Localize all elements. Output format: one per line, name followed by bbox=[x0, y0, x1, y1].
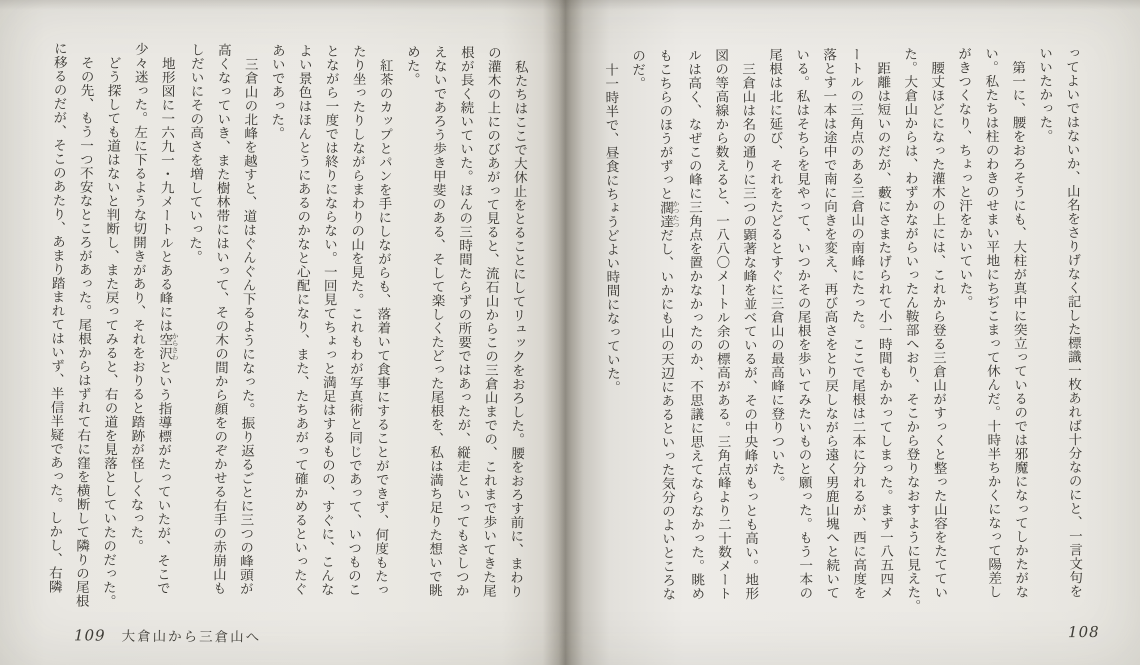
text-column: 紅茶のカップとパンを手にしながらも、落着いて食事にすることができず、何度もたっ bbox=[371, 58, 393, 597]
page-number: 108 bbox=[1068, 622, 1101, 642]
text-column: のだ。 bbox=[629, 48, 646, 91]
page-footer-left bbox=[74, 624, 261, 645]
ruby-reading: かつたつ bbox=[671, 200, 681, 229]
text-column: の灌木の上にのびあがって見ると、流石山からこの三倉山までの、これまで歩いてきた尾 bbox=[479, 45, 502, 598]
text-column bbox=[147, 42, 182, 630]
page-right bbox=[582, 0, 1140, 665]
ruby-reading: からさわ bbox=[170, 331, 180, 361]
text-column: 第一に、腰をおろそうにも、大柱が真中に突立っているのでは邪魔になってしかたがな bbox=[1009, 59, 1029, 599]
text-column: 三倉山の北峰を越すと、道はぐんぐん下るようになった。振り返るごとに三つの峰頭が bbox=[236, 56, 258, 596]
text-column: ってよいではないか、山名をさりげなく記した標識一枚あれば十分なのにと、一言文句を bbox=[1063, 46, 1083, 599]
text-run: もこちらのほうがずっと bbox=[656, 48, 673, 201]
text-column: 図の等高線から数えると、一八八〇メートル余の標高がある。三角点峰より二十数メート bbox=[712, 48, 732, 601]
text-column: 距離は短いのだが、藪にさまたげられて小一時間もかかってしまった。まず一八五四メ bbox=[874, 60, 894, 599]
text-column: その先、もう一つ不安なところがあった。尾根からはずれて右に窪を横断して隣りの尾根 bbox=[72, 55, 94, 608]
text-column: ルは高く、なぜこの峰に三角点を置かなかったのか、不思議に思えてならなかった。眺め bbox=[685, 48, 705, 601]
text-column: よい景色はほんとうにあるのかなと心配になり、また、たちあがって確かめるといったぐ bbox=[290, 43, 313, 596]
text-column: 私たちはここで大休止をとることにしてリュックをおろした。腰をおろす前に、まわり bbox=[506, 59, 528, 598]
text-column: 高くなっていき、また樹林帯にはいって、その木の間から顔をのぞかせる右手の赤崩山も bbox=[209, 42, 232, 596]
text-column: とながら一度では終りにならない。一回見てちょっと満足はするものの、すぐに、こんな bbox=[317, 43, 340, 597]
text-column: た。大倉山からは、わずかながらいったん鞍部へおり、そこから登りなおすように見えた。 bbox=[901, 47, 921, 613]
text-column: 腰丈ほどになった灌木の上には、これから登る三倉山がすっくと整った山容をたててい bbox=[928, 60, 948, 599]
text-column: いる。私はそちらを見やって、いつかその尾根を歩いてみたいものと願った。もう一本の bbox=[793, 47, 813, 600]
text-column: どう探しても道はないと判断し、また戻ってみると、右の道を見落としていたのだった。 bbox=[99, 55, 121, 608]
text-column bbox=[650, 48, 683, 636]
page-number: 109 bbox=[73, 626, 106, 645]
text-column: しだいにその高さを増していった。 bbox=[185, 42, 205, 264]
ruby-base: 濶達 bbox=[656, 200, 674, 229]
text-column: あいであった。 bbox=[268, 43, 286, 141]
text-column: たり坐ったりしながらまわりの山を見た。これもわが写真術と同じであって、いつものこ bbox=[344, 44, 367, 597]
text-run: だし、いかにも山の天辺にあるといった気分のよいところな bbox=[657, 228, 676, 601]
text-column: い。私たちは柱のわきのせまい平地にちぢこまって休んだ。十時半ちかくになって陽差し bbox=[982, 46, 1002, 599]
text-column: 根が長く続いていた。ほんの三時間たらずの所要ではあったが、縦走といってもさしつか bbox=[452, 45, 475, 598]
ruby-base: 空沢 bbox=[155, 331, 173, 360]
text-column: がきつくなり、ちょっと汗をかいていた。 bbox=[955, 46, 973, 309]
ruby-annotation bbox=[656, 200, 681, 229]
text-column: いいたかった。 bbox=[1036, 46, 1053, 143]
text-column: えないであろう歩き甲斐のある、そして楽しくたどった尾根を、私は満ち足りた想いで眺 bbox=[425, 45, 448, 598]
page-footer-right bbox=[1068, 623, 1100, 641]
running-title: 大倉山から三倉山へ bbox=[121, 628, 262, 646]
text-column: 十一時半で、昼食にちょうどよい時間になっていた。 bbox=[602, 62, 621, 394]
text-column: 落とす一本は途中で南に向きを変え、再び高さをとり戻しながら遠く男鹿山塊へと続いて bbox=[820, 47, 840, 600]
page-right-text bbox=[596, 46, 1088, 637]
text-column: 三倉山は名の通りに三つの顕著な峰を並べているが、その中央峰がもっとも高い。地形 bbox=[739, 61, 759, 600]
text-column: めた。 bbox=[403, 44, 421, 87]
text-run: という指導標がたっていたが、そこで bbox=[153, 359, 172, 595]
text-column: 少々迷った。左に下るような切開きがあり、それをおりると踏跡が怪しくなった。 bbox=[127, 42, 149, 553]
page-left bbox=[0, 0, 558, 665]
ruby-annotation bbox=[155, 331, 180, 361]
text-column: に移るのだが、そこのあたり、あまり踏まれてはいず、半信半疑であった。しかし、右隣 bbox=[45, 41, 68, 594]
page-left-text bbox=[39, 41, 533, 634]
text-run: 地形図に一六九一・九メートルとある峰には bbox=[156, 55, 175, 333]
text-column: 尾根は北に延び、それをたどるとすぐに三倉山の最高峰に登りついた。 bbox=[766, 47, 785, 490]
text-column: ートルの三角点のある三倉山の南峰にたった。ここで尾根は二本に分れるが、西に高度を bbox=[847, 47, 867, 600]
